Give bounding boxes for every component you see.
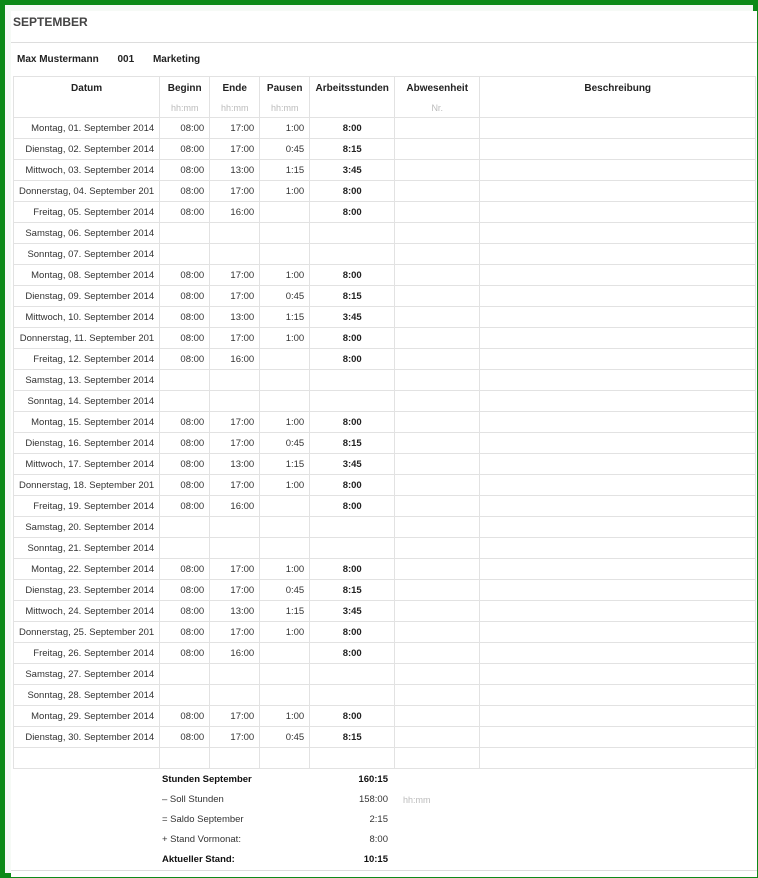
description-cell[interactable] — [480, 643, 756, 664]
begin-cell[interactable]: 08:00 — [160, 475, 210, 496]
hours-cell[interactable]: 8:00 — [310, 559, 395, 580]
break-cell[interactable]: 1:00 — [260, 706, 310, 727]
table-row — [14, 223, 756, 244]
page-title: SEPTEMBER — [13, 15, 88, 29]
table-row — [14, 517, 756, 538]
begin-cell[interactable]: 08:00 — [160, 265, 210, 286]
begin-cell[interactable] — [160, 244, 210, 265]
description-cell[interactable] — [480, 664, 756, 685]
description-cell[interactable] — [480, 328, 756, 349]
absence-cell[interactable] — [395, 265, 480, 286]
break-cell[interactable]: 1:15 — [260, 160, 310, 181]
hours-cell[interactable]: 8:00 — [310, 496, 395, 517]
table-row — [14, 139, 756, 160]
hours-cell[interactable] — [310, 685, 395, 706]
description-cell[interactable] — [480, 517, 756, 538]
break-cell[interactable] — [260, 349, 310, 370]
date-cell: Samstag, 20. September 2014 — [14, 517, 160, 538]
description-cell[interactable] — [480, 412, 756, 433]
absence-cell[interactable] — [395, 412, 480, 433]
unit-label: hh:mm — [210, 99, 260, 118]
date-cell: Sonntag, 21. September 2014 — [14, 538, 160, 559]
description-cell[interactable] — [480, 601, 756, 622]
absence-cell[interactable] — [395, 223, 480, 244]
date-cell: Donnerstag, 25. September 201 — [14, 622, 160, 643]
date-cell: Dienstag, 30. September 2014 — [14, 727, 160, 748]
end-cell[interactable]: 13:00 — [210, 601, 260, 622]
absence-cell[interactable] — [395, 349, 480, 370]
absence-cell[interactable] — [395, 202, 480, 223]
absence-cell[interactable] — [395, 181, 480, 202]
hours-cell[interactable] — [310, 538, 395, 559]
end-cell[interactable] — [210, 517, 260, 538]
table-row — [14, 412, 756, 433]
date-cell: Samstag, 06. September 2014 — [14, 223, 160, 244]
absence-cell[interactable] — [395, 433, 480, 454]
absence-cell[interactable] — [395, 706, 480, 727]
hours-cell[interactable]: 8:15 — [310, 286, 395, 307]
break-cell[interactable]: 0:45 — [260, 727, 310, 748]
table-row — [14, 181, 756, 202]
divider — [11, 42, 757, 43]
hours-cell[interactable]: 8:00 — [310, 118, 395, 139]
table-row — [14, 202, 756, 223]
absence-cell[interactable] — [395, 244, 480, 265]
break-cell[interactable] — [260, 496, 310, 517]
date-cell: Freitag, 12. September 2014 — [14, 349, 160, 370]
table-row — [14, 664, 756, 685]
begin-cell[interactable]: 08:00 — [160, 286, 210, 307]
table-row — [14, 748, 756, 769]
unit-label: hh:mm — [260, 99, 310, 118]
absence-cell[interactable] — [395, 160, 480, 181]
absence-cell[interactable] — [395, 622, 480, 643]
date-cell: Dienstag, 23. September 2014 — [14, 580, 160, 601]
table-row — [14, 328, 756, 349]
end-cell[interactable]: 17:00 — [210, 706, 260, 727]
begin-cell[interactable]: 08:00 — [160, 580, 210, 601]
end-cell[interactable]: 13:00 — [210, 160, 260, 181]
break-cell[interactable]: 0:45 — [260, 580, 310, 601]
description-cell[interactable] — [480, 538, 756, 559]
hours-cell[interactable] — [310, 370, 395, 391]
description-cell[interactable] — [480, 622, 756, 643]
break-cell[interactable]: 0:45 — [260, 139, 310, 160]
description-cell[interactable] — [480, 748, 756, 769]
hours-cell[interactable]: 3:45 — [310, 307, 395, 328]
column-header-beschreibung: Beschreibung — [480, 77, 756, 100]
end-cell[interactable] — [210, 685, 260, 706]
table-row — [14, 622, 756, 643]
table-row — [14, 265, 756, 286]
break-cell[interactable]: 1:15 — [260, 601, 310, 622]
date-cell — [14, 748, 160, 769]
end-cell[interactable] — [210, 223, 260, 244]
end-cell[interactable]: 17:00 — [210, 433, 260, 454]
description-cell[interactable] — [480, 139, 756, 160]
summary-label: – Soll Stunden — [162, 794, 224, 805]
begin-cell[interactable] — [160, 223, 210, 244]
description-cell[interactable] — [480, 433, 756, 454]
table-row — [14, 727, 756, 748]
description-cell[interactable] — [480, 370, 756, 391]
date-cell: Freitag, 26. September 2014 — [14, 643, 160, 664]
break-cell[interactable] — [260, 685, 310, 706]
absence-cell[interactable] — [395, 307, 480, 328]
begin-cell[interactable]: 08:00 — [160, 349, 210, 370]
date-cell: Montag, 22. September 2014 — [14, 559, 160, 580]
break-cell[interactable]: 1:00 — [260, 118, 310, 139]
table-row — [14, 307, 756, 328]
end-cell[interactable]: 17:00 — [210, 265, 260, 286]
date-cell: Donnerstag, 18. September 201 — [14, 475, 160, 496]
date-cell: Dienstag, 02. September 2014 — [14, 139, 160, 160]
summary-value: 160:15 — [358, 774, 388, 785]
description-cell[interactable] — [480, 706, 756, 727]
description-cell[interactable] — [480, 307, 756, 328]
timesheet — [11, 11, 757, 877]
end-cell[interactable]: 16:00 — [210, 643, 260, 664]
break-cell[interactable] — [260, 244, 310, 265]
break-cell[interactable]: 1:00 — [260, 559, 310, 580]
divider — [11, 870, 757, 871]
end-cell[interactable]: 17:00 — [210, 328, 260, 349]
unit-label: hh:mm — [403, 795, 431, 805]
unit-label — [310, 99, 395, 118]
end-cell[interactable] — [210, 370, 260, 391]
date-cell: Freitag, 05. September 2014 — [14, 202, 160, 223]
break-cell[interactable] — [260, 223, 310, 244]
break-cell[interactable]: 1:00 — [260, 622, 310, 643]
column-header-datum: Datum — [14, 77, 160, 100]
description-cell[interactable] — [480, 286, 756, 307]
break-cell[interactable] — [260, 664, 310, 685]
absence-cell[interactable] — [395, 370, 480, 391]
hours-cell[interactable] — [310, 517, 395, 538]
summary-label: Aktueller Stand: — [162, 854, 235, 865]
employee-department: Marketing — [152, 54, 201, 65]
table-row — [14, 496, 756, 517]
employee-name: Max Mustermann — [17, 54, 99, 65]
hours-cell[interactable]: 3:45 — [310, 454, 395, 475]
summary-value: 2:15 — [369, 814, 388, 825]
begin-cell[interactable]: 08:00 — [160, 118, 210, 139]
absence-cell[interactable] — [395, 286, 480, 307]
absence-cell[interactable] — [395, 496, 480, 517]
absence-cell[interactable] — [395, 727, 480, 748]
description-cell[interactable] — [480, 685, 756, 706]
end-cell[interactable]: 16:00 — [210, 202, 260, 223]
break-cell[interactable] — [260, 370, 310, 391]
end-cell[interactable] — [210, 244, 260, 265]
time-table — [13, 76, 756, 769]
table-row — [14, 475, 756, 496]
hours-cell[interactable]: 3:45 — [310, 601, 395, 622]
hours-cell[interactable]: 8:00 — [310, 475, 395, 496]
begin-cell[interactable]: 08:00 — [160, 160, 210, 181]
column-header-abwesenheit: Abwesenheit — [395, 77, 480, 100]
hours-cell[interactable]: 8:00 — [310, 412, 395, 433]
begin-cell[interactable]: 08:00 — [160, 181, 210, 202]
begin-cell[interactable] — [160, 538, 210, 559]
date-cell: Mittwoch, 24. September 2014 — [14, 601, 160, 622]
end-cell[interactable] — [210, 748, 260, 769]
break-cell[interactable] — [260, 391, 310, 412]
break-cell[interactable] — [260, 748, 310, 769]
hours-cell[interactable]: 8:15 — [310, 580, 395, 601]
column-header-pausen: Pausen — [260, 77, 310, 100]
summary-label: Stunden September — [162, 774, 252, 785]
hours-cell[interactable] — [310, 748, 395, 769]
date-cell: Montag, 08. September 2014 — [14, 265, 160, 286]
date-cell: Dienstag, 16. September 2014 — [14, 433, 160, 454]
hours-cell[interactable]: 8:00 — [310, 181, 395, 202]
begin-cell[interactable]: 08:00 — [160, 433, 210, 454]
begin-cell[interactable]: 08:00 — [160, 601, 210, 622]
units-row — [14, 99, 756, 118]
table-row — [14, 601, 756, 622]
description-cell[interactable] — [480, 181, 756, 202]
break-cell[interactable]: 1:15 — [260, 307, 310, 328]
absence-cell[interactable] — [395, 454, 480, 475]
hours-cell[interactable]: 8:00 — [310, 328, 395, 349]
break-cell[interactable] — [260, 538, 310, 559]
begin-cell[interactable]: 08:00 — [160, 202, 210, 223]
column-header-ende: Ende — [210, 77, 260, 100]
date-cell: Mittwoch, 10. September 2014 — [14, 307, 160, 328]
description-cell[interactable] — [480, 454, 756, 475]
summary-label: = Saldo September — [162, 814, 244, 825]
hours-cell[interactable] — [310, 664, 395, 685]
end-cell[interactable]: 17:00 — [210, 580, 260, 601]
column-header-arbeitsstunden: Arbeitsstunden — [310, 77, 395, 100]
begin-cell[interactable]: 08:00 — [160, 706, 210, 727]
date-cell: Sonntag, 14. September 2014 — [14, 391, 160, 412]
unit-label: Nr. — [395, 99, 480, 118]
table-row — [14, 370, 756, 391]
date-cell: Samstag, 27. September 2014 — [14, 664, 160, 685]
description-cell[interactable] — [480, 580, 756, 601]
description-cell[interactable] — [480, 202, 756, 223]
absence-cell[interactable] — [395, 139, 480, 160]
begin-cell[interactable]: 08:00 — [160, 727, 210, 748]
unit-label — [14, 99, 160, 118]
column-header-beginn: Beginn — [160, 77, 210, 100]
summary-value: 158:00 — [358, 794, 388, 805]
end-cell[interactable]: 13:00 — [210, 307, 260, 328]
break-cell[interactable] — [260, 643, 310, 664]
summary-value: 10:15 — [363, 854, 388, 865]
description-cell[interactable] — [480, 265, 756, 286]
end-cell[interactable]: 17:00 — [210, 181, 260, 202]
description-cell[interactable] — [480, 391, 756, 412]
header-row — [14, 77, 756, 100]
hours-cell[interactable] — [310, 391, 395, 412]
end-cell[interactable]: 17:00 — [210, 475, 260, 496]
description-cell[interactable] — [480, 727, 756, 748]
end-cell[interactable]: 13:00 — [210, 454, 260, 475]
end-cell[interactable]: 16:00 — [210, 349, 260, 370]
end-cell[interactable]: 17:00 — [210, 118, 260, 139]
end-cell[interactable]: 17:00 — [210, 727, 260, 748]
end-cell[interactable]: 17:00 — [210, 412, 260, 433]
break-cell[interactable] — [260, 202, 310, 223]
employee-info — [17, 54, 216, 65]
absence-cell[interactable] — [395, 391, 480, 412]
summary-label: + Stand Vormonat: — [162, 834, 241, 845]
break-cell[interactable]: 1:00 — [260, 328, 310, 349]
end-cell[interactable]: 17:00 — [210, 559, 260, 580]
description-cell[interactable] — [480, 349, 756, 370]
begin-cell[interactable] — [160, 391, 210, 412]
absence-cell[interactable] — [395, 517, 480, 538]
hours-cell[interactable]: 8:00 — [310, 265, 395, 286]
table-row — [14, 706, 756, 727]
date-cell: Donnerstag, 04. September 201 — [14, 181, 160, 202]
begin-cell[interactable] — [160, 370, 210, 391]
absence-cell[interactable] — [395, 685, 480, 706]
begin-cell[interactable] — [160, 664, 210, 685]
begin-cell[interactable]: 08:00 — [160, 496, 210, 517]
absence-cell[interactable] — [395, 118, 480, 139]
absence-cell[interactable] — [395, 748, 480, 769]
break-cell[interactable]: 1:00 — [260, 475, 310, 496]
table-row — [14, 454, 756, 475]
table-row — [14, 685, 756, 706]
date-cell: Dienstag, 09. September 2014 — [14, 286, 160, 307]
begin-cell[interactable]: 08:00 — [160, 643, 210, 664]
table-row — [14, 538, 756, 559]
description-cell[interactable] — [480, 496, 756, 517]
break-cell[interactable]: 0:45 — [260, 286, 310, 307]
end-cell[interactable] — [210, 664, 260, 685]
hours-cell[interactable] — [310, 223, 395, 244]
absence-cell[interactable] — [395, 559, 480, 580]
hours-cell[interactable]: 8:15 — [310, 139, 395, 160]
hours-cell[interactable]: 8:00 — [310, 643, 395, 664]
begin-cell[interactable]: 08:00 — [160, 412, 210, 433]
description-cell[interactable] — [480, 160, 756, 181]
date-cell: Mittwoch, 03. September 2014 — [14, 160, 160, 181]
hours-cell[interactable]: 8:15 — [310, 433, 395, 454]
hours-cell[interactable]: 8:00 — [310, 202, 395, 223]
unit-label: hh:mm — [160, 99, 210, 118]
table-row — [14, 559, 756, 580]
hours-cell[interactable]: 8:00 — [310, 622, 395, 643]
begin-cell[interactable]: 08:00 — [160, 307, 210, 328]
end-cell[interactable] — [210, 538, 260, 559]
table-row — [14, 349, 756, 370]
begin-cell[interactable] — [160, 517, 210, 538]
end-cell[interactable]: 17:00 — [210, 622, 260, 643]
break-cell[interactable]: 1:00 — [260, 181, 310, 202]
break-cell[interactable]: 1:00 — [260, 412, 310, 433]
break-cell[interactable]: 0:45 — [260, 433, 310, 454]
begin-cell[interactable]: 08:00 — [160, 328, 210, 349]
description-cell[interactable] — [480, 223, 756, 244]
begin-cell[interactable]: 08:00 — [160, 139, 210, 160]
description-cell[interactable] — [480, 244, 756, 265]
absence-cell[interactable] — [395, 664, 480, 685]
table-row — [14, 160, 756, 181]
absence-cell[interactable] — [395, 643, 480, 664]
date-cell: Montag, 01. September 2014 — [14, 118, 160, 139]
date-cell: Mittwoch, 17. September 2014 — [14, 454, 160, 475]
description-cell[interactable] — [480, 559, 756, 580]
absence-cell[interactable] — [395, 328, 480, 349]
date-cell: Sonntag, 07. September 2014 — [14, 244, 160, 265]
table-row — [14, 580, 756, 601]
absence-cell[interactable] — [395, 475, 480, 496]
absence-cell[interactable] — [395, 601, 480, 622]
date-cell: Montag, 15. September 2014 — [14, 412, 160, 433]
table-row — [14, 244, 756, 265]
date-cell: Donnerstag, 11. September 201 — [14, 328, 160, 349]
description-cell[interactable] — [480, 475, 756, 496]
hours-cell[interactable]: 8:15 — [310, 727, 395, 748]
absence-cell[interactable] — [395, 580, 480, 601]
break-cell[interactable]: 1:00 — [260, 265, 310, 286]
description-cell[interactable] — [480, 118, 756, 139]
hours-cell[interactable]: 8:00 — [310, 349, 395, 370]
hours-cell[interactable]: 3:45 — [310, 160, 395, 181]
table-row — [14, 118, 756, 139]
begin-cell[interactable] — [160, 748, 210, 769]
begin-cell[interactable] — [160, 685, 210, 706]
employee-number: 001 — [117, 54, 135, 65]
table-row — [14, 391, 756, 412]
hours-cell[interactable] — [310, 244, 395, 265]
end-cell[interactable]: 16:00 — [210, 496, 260, 517]
break-cell[interactable]: 1:15 — [260, 454, 310, 475]
begin-cell[interactable]: 08:00 — [160, 622, 210, 643]
end-cell[interactable] — [210, 391, 260, 412]
break-cell[interactable] — [260, 517, 310, 538]
table-row — [14, 286, 756, 307]
begin-cell[interactable]: 08:00 — [160, 454, 210, 475]
table-row — [14, 643, 756, 664]
date-cell: Sonntag, 28. September 2014 — [14, 685, 160, 706]
absence-cell[interactable] — [395, 538, 480, 559]
summary-value: 8:00 — [369, 834, 388, 845]
end-cell[interactable]: 17:00 — [210, 139, 260, 160]
date-cell: Freitag, 19. September 2014 — [14, 496, 160, 517]
begin-cell[interactable]: 08:00 — [160, 559, 210, 580]
end-cell[interactable]: 17:00 — [210, 286, 260, 307]
hours-cell[interactable]: 8:00 — [310, 706, 395, 727]
date-cell: Montag, 29. September 2014 — [14, 706, 160, 727]
unit-label — [480, 99, 756, 118]
table-row — [14, 433, 756, 454]
date-cell: Samstag, 13. September 2014 — [14, 370, 160, 391]
